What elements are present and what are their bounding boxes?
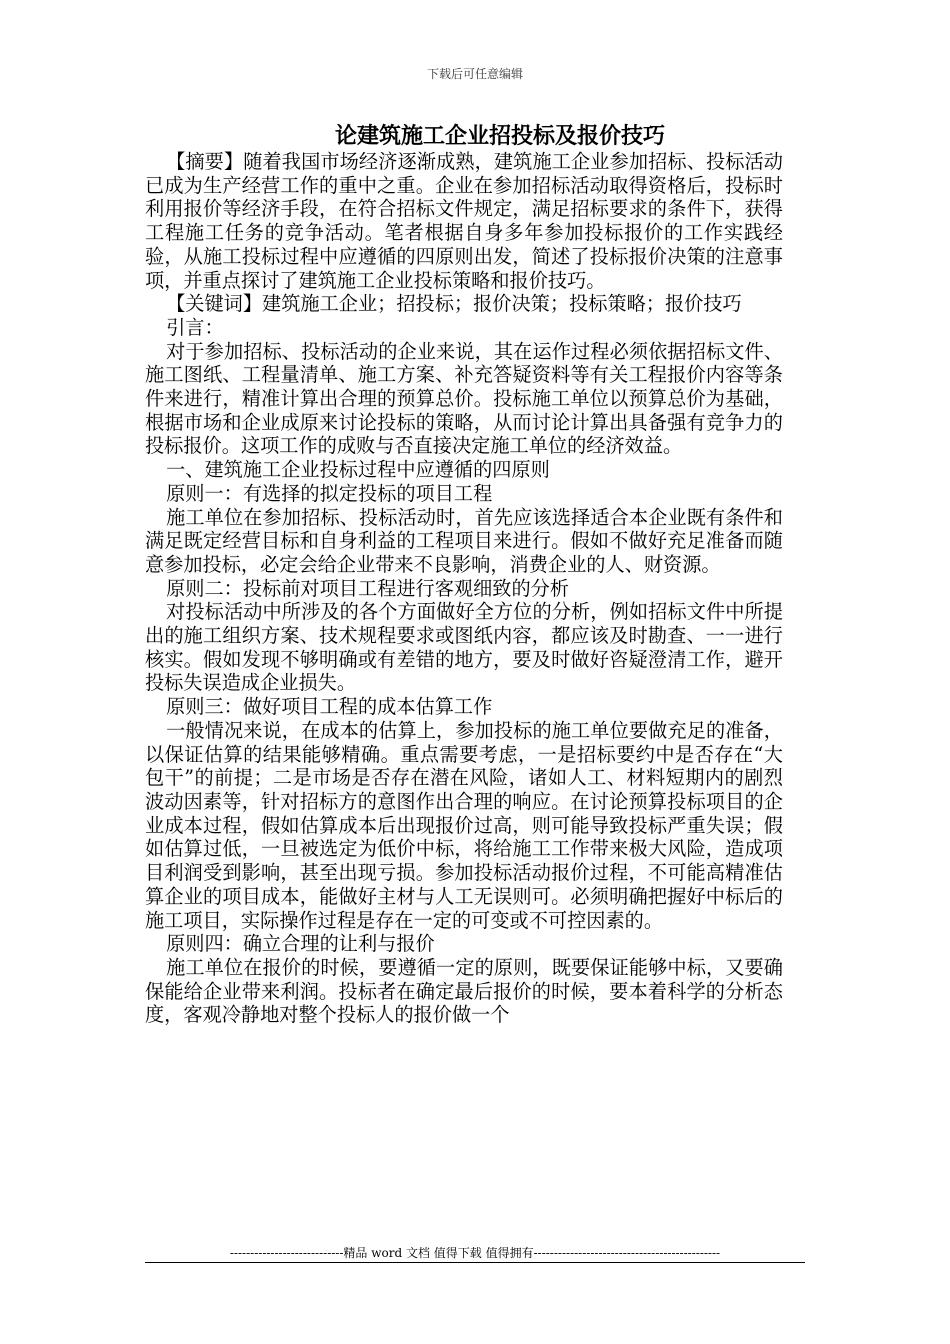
intro-heading: 引言： xyxy=(166,315,224,339)
abstract-paragraph: 【摘要】随着我国市场经济逐渐成熟，建筑施工企业参加招标、投标活动已成为生产经营工作的重中之重。企业在参加招标活动取得资格后，投标时利用报价等经济手段，在符合招标文件规定，满足招标要求的条件下，获得工程施工任务的竞争活动。笔者根据自身多年参加投标报价的工作实践经验，从施工投标过程中应遵循的四原则出发，简述了投标报价决策的注意事项，并重点探讨了建筑施工企业投标策略和报价技巧。 xyxy=(145,150,783,292)
principle-heading: 原则四：确立合理的让利与报价 xyxy=(166,932,435,956)
principle-heading: 原则三：做好项目工程的成本估算工作 xyxy=(166,695,493,719)
body-paragraph: 一般情况来说，在成本的估算上，参加投标的施工单位要做充足的准备，以保证估算的结果能够精确。重点需要考虑，一是招标要约中是否存在“大包干”的前提；二是市场是否存在潜在风险，诸如人工、材料短期内的剧烈波动因素等，针对招标方的意图作出合理的响应。在讨论预算投标项目的企业成本过程，假如估算成本后出现报价过高，则可能导致投标严重失误；假如估算过低，一旦被选定为低价中标，将给施工工作带来极大风险，造成项目利润受到影响，甚至出现亏损。参加投标活动报价过程，不可能高精准估算企业的项目成本，能做好主材与人工无误则可。必须明确把握好中标后的施工项目，实际操作过程是存在一定的可变或不可控因素的。 xyxy=(145,718,783,932)
footer-divider xyxy=(145,1262,805,1263)
keywords-paragraph: 【关键词】建筑施工企业；招投标；报价决策；投标策略；报价技巧 xyxy=(166,292,742,316)
body-paragraph: 对投标活动中所涉及的各个方面做好全方位的分析，例如招标文件中所提出的施工组织方案、技术规程要求或图纸内容，都应该及时勘查、一一进行核实。假如发现不够明确或有差错的地方，要及时做好咨疑澄清工作，避开投标失误造成企业损失。 xyxy=(145,600,783,695)
principle-heading: 原则一：有选择的拟定投标的项目工程 xyxy=(166,481,493,505)
document-body xyxy=(145,150,783,1027)
page-footer-note: ----------------------------精品 word 文档 值得下载 值得拥有---------------------------------------------- xyxy=(229,1246,721,1260)
body-paragraph: 对于参加招标、投标活动的企业来说，其在运作过程必须依据招标文件、施工图纸、工程量清单、施工方案、补充答疑资料等有关工程报价内容等条件来进行，精准计算出合理的预算总价。投标施工单位以预算总价为基础，根据市场和企业成原来讨论投标的策略，从而讨论计算出具备强有竞争力的投标报价。这项工作的成败与否直接决定施工单位的经济效益。 xyxy=(145,339,783,458)
section-heading: 一、建筑施工企业投标过程中应遵循的四原则 xyxy=(166,458,550,482)
principle-heading: 原则二：投标前对项目工程进行客观细致的分析 xyxy=(166,576,570,600)
body-paragraph: 施工单位在报价的时候，要遵循一定的原则，既要保证能够中标，又要确保能给企业带来利润。投标者在确定最后报价的时候，要本着科学的分析态度，客观冷静地对整个投标人的报价做一个 xyxy=(145,955,783,1027)
document-title: 论建筑施工企业招投标及报价技巧 xyxy=(334,123,665,149)
page-header-note: 下载后可任意编辑 xyxy=(426,67,523,81)
body-paragraph: 施工单位在参加招标、投标活动时，首先应该选择适合本企业既有条件和满足既定经营目标和自身利益的工程项目来进行。假如不做好充足准备而随意参加投标，必定会给企业带来不良影响，消费企业的人、财资源。 xyxy=(145,505,783,576)
